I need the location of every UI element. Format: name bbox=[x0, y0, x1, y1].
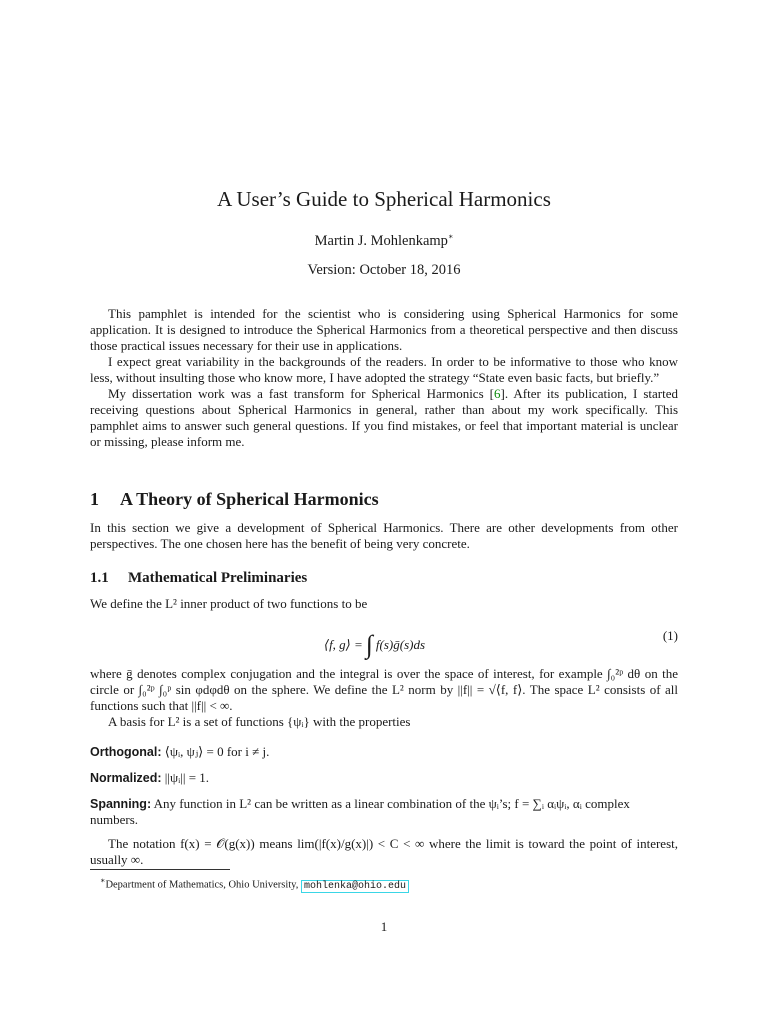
subsection-intro bbox=[90, 596, 678, 612]
notation-block bbox=[90, 836, 678, 868]
footnote bbox=[100, 876, 409, 892]
author-footnote-mark[interactable]: ∗ bbox=[447, 232, 454, 241]
section-heading bbox=[90, 489, 379, 510]
subsection-intro-text: We define the L² inner product of two functions to be bbox=[90, 596, 368, 611]
property-normalized bbox=[90, 770, 678, 786]
footnote-mark: ∗ bbox=[100, 876, 106, 885]
citation-link[interactable]: 6 bbox=[494, 386, 501, 401]
email-link[interactable]: mohlenka@ohio.edu bbox=[301, 880, 409, 893]
author-name: Martin J. Mohlenkamp bbox=[314, 232, 448, 249]
abstract-paragraph-3-text: My dissertation work was a fast transform for Spherical Harmonics [ bbox=[108, 386, 495, 401]
paper-title: A User’s Guide to Spherical Harmonics bbox=[217, 187, 551, 211]
equation-rhs: f(s)ḡ(s)ds bbox=[375, 637, 426, 652]
equation-body bbox=[324, 626, 426, 659]
integral-symbol: ∫ bbox=[365, 630, 373, 659]
equation-number: (1) bbox=[662, 628, 678, 643]
section-number: 1 bbox=[90, 489, 99, 509]
notation-text: The notation f(x) = 𝒪(g(x)) means lim(|f(x)/g(x)|) < C < ∞ where the limit is toward the point of interest, usually ∞. bbox=[90, 836, 678, 867]
version-line: Version: October 18, 2016 bbox=[307, 262, 461, 278]
property-label: Normalized: bbox=[90, 771, 162, 785]
section-intro-text: In this section we give a development of Spherical Harmonics. There are other developments from other perspectives. The one chosen here has the benefit of being very concrete. bbox=[90, 520, 678, 551]
footnote-text: Department of Mathematics, Ohio University, bbox=[105, 879, 299, 891]
property-spanning bbox=[90, 796, 678, 828]
footnote-rule bbox=[90, 869, 230, 870]
subsection-number: 1.1 bbox=[90, 570, 109, 586]
subsection-heading bbox=[90, 570, 307, 587]
section-intro bbox=[90, 520, 678, 552]
abstract-paragraph-3-text-cont: ]. After its publication, I started receiving questions about Spherical Harmonics in general, rather than about my work specifically. This pamphlet aims to answer such general questions. If you find mistakes, or feel that important material is unclear or missing, please inform me. bbox=[90, 386, 678, 449]
property-text: ⟨ψᵢ, ψⱼ⟩ = 0 for i ≠ j. bbox=[164, 744, 270, 759]
property-text: ||ψᵢ|| = 1. bbox=[164, 770, 210, 785]
subsection-title: Mathematical Preliminaries bbox=[128, 570, 308, 586]
basis-definition: A basis for L² is a set of functions {ψᵢ} with the properties bbox=[108, 714, 411, 729]
equation-lhs: ⟨f, g⟩ = bbox=[324, 637, 363, 652]
page-number: 1 bbox=[380, 919, 388, 934]
abstract-paragraph-2: I expect great variability in the backgrounds of the readers. In order to be informative to those who know less, without insulting those who know more, I have adopted the strategy “State even basic facts, but briefly.” bbox=[90, 354, 678, 385]
property-orthogonal bbox=[90, 744, 678, 760]
definitions-block bbox=[90, 666, 678, 730]
author-line bbox=[0, 232, 768, 250]
section-title: A Theory of Spherical Harmonics bbox=[120, 489, 379, 509]
property-text: Any function in L² can be written as a linear combination of the ψᵢ’s; f = ∑ᵢ αᵢψᵢ, αᵢ complex numbers. bbox=[90, 796, 630, 827]
property-label: Orthogonal: bbox=[90, 745, 162, 759]
equation-1 bbox=[90, 622, 678, 659]
property-label: Spanning: bbox=[90, 797, 152, 811]
abstract-paragraph-1: This pamphlet is intended for the scientist who is considering using Spherical Harmonics for some application. It is designed to introduce the Spherical Harmonics from a theoretical perspective and then discuss those practical issues necessary for their use in applications. bbox=[90, 306, 678, 353]
abstract bbox=[90, 306, 678, 450]
after-equation-text: where ḡ denotes complex conjugation and the integral is over the space of interest, for example ∫₀²ᵖ dθ on the circle or ∫₀²ᵖ ∫₀ᵖ sin φdφdθ on the sphere. We define the L² norm by ||f|| = √⟨f, f⟩. The space L² consists of all functions such that ||f|| < ∞. bbox=[90, 666, 678, 713]
abstract-paragraph-3 bbox=[90, 386, 678, 450]
